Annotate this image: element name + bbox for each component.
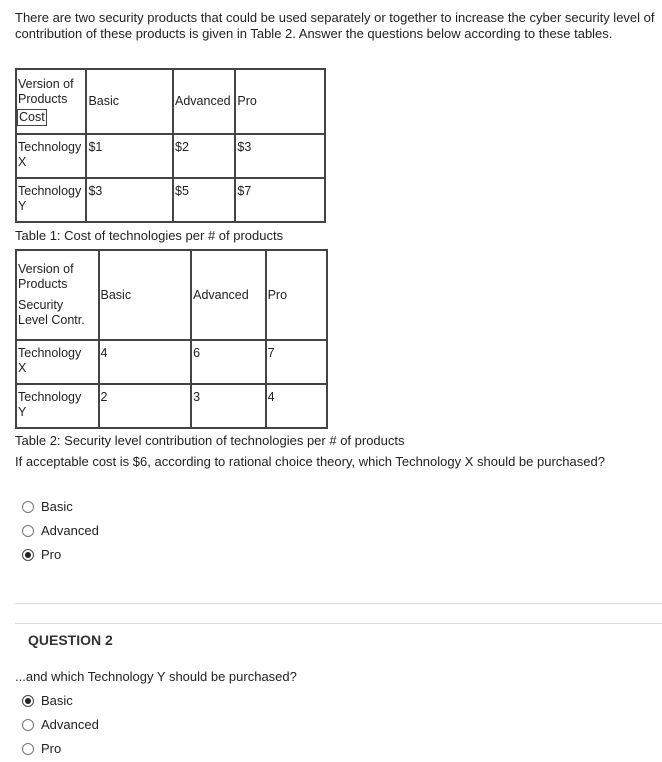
q1-option-pro[interactable] — [22, 547, 61, 562]
row-label — [16, 340, 99, 384]
header-advanced: Advanced — [173, 69, 235, 134]
q2-option-basic[interactable] — [22, 693, 73, 708]
corner-cost-cell — [17, 109, 47, 126]
option-label: Advanced — [41, 523, 99, 538]
q2-option-advanced[interactable] — [22, 717, 99, 732]
question1-text: If acceptable cost is $6, according to rational choice theory, which Technology X should be purchased? — [15, 454, 605, 469]
security-table — [15, 249, 328, 429]
intro-text — [15, 10, 662, 42]
header-basic: Basic — [99, 250, 192, 340]
option-label: Pro — [41, 547, 62, 562]
cell-advanced: 3 — [191, 384, 265, 428]
q2-option-pro[interactable] — [22, 741, 61, 756]
security-table-corner-cell — [16, 250, 99, 340]
q1-option-basic[interactable] — [22, 499, 73, 514]
question2-heading: QUESTION 2 — [28, 632, 113, 648]
row-label-line: X — [18, 155, 27, 169]
row-label — [16, 178, 86, 222]
radio-button[interactable] — [22, 743, 34, 755]
cell-basic: 2 — [99, 384, 192, 428]
row-label-line: Y — [18, 199, 27, 213]
header-advanced: Advanced — [191, 250, 265, 340]
row-label — [16, 384, 99, 428]
option-label: Basic — [41, 693, 73, 708]
cell-pro: 7 — [266, 340, 327, 384]
header-pro: Pro — [266, 250, 327, 340]
header-basic: Basic — [86, 69, 173, 134]
table-row — [16, 178, 325, 222]
table1-caption: Table 1: Cost of technologies per # of products — [15, 228, 284, 243]
row-label-line: Technology — [18, 346, 82, 360]
corner-line: Products — [18, 92, 68, 106]
option-label: Basic — [41, 499, 73, 514]
radio-button-selected[interactable] — [22, 695, 34, 707]
corner-line: Level Contr. — [18, 313, 85, 327]
cell-basic: 4 — [99, 340, 192, 384]
header-pro: Pro — [235, 69, 325, 134]
table-row — [16, 340, 327, 384]
radio-button[interactable] — [22, 719, 34, 731]
cell-advanced: $5 — [173, 178, 235, 222]
corner-line: Version of — [18, 262, 74, 276]
cell-basic: $1 — [86, 134, 173, 178]
corner-line: Products — [18, 277, 68, 291]
corner-line: Cost — [19, 110, 45, 124]
cell-advanced: $2 — [173, 134, 235, 178]
intro-line-1: There are two security products that could be used separately or together to increase the cyber security level of — [15, 10, 655, 25]
cost-table-corner-cell — [16, 69, 86, 134]
cell-pro: $7 — [235, 178, 325, 222]
row-label-line: Technology — [18, 184, 82, 198]
corner-line: Version of — [18, 77, 74, 91]
row-label-line: Y — [18, 405, 27, 419]
corner-line: Security — [18, 298, 64, 312]
cell-advanced: 6 — [191, 340, 265, 384]
divider — [15, 623, 662, 624]
intro-line-2: contribution of these products is given in Table 2. Answer the questions below according to these tables. — [15, 26, 613, 41]
row-label-line: Technology — [18, 390, 82, 404]
radio-button-selected[interactable] — [22, 549, 34, 561]
cell-pro: $3 — [235, 134, 325, 178]
option-label: Advanced — [41, 717, 99, 732]
table2-caption: Table 2: Security level contribution of technologies per # of products — [15, 433, 405, 448]
cell-basic: $3 — [86, 178, 173, 222]
table-row — [16, 134, 325, 178]
cost-table — [15, 68, 326, 223]
row-label-line: X — [18, 361, 27, 375]
radio-button[interactable] — [22, 501, 34, 513]
divider — [15, 603, 662, 604]
table-row — [16, 384, 327, 428]
radio-button[interactable] — [22, 525, 34, 537]
cost-table-header-row — [16, 69, 325, 134]
security-table-header-row — [16, 250, 327, 340]
question2-text: ...and which Technology Y should be purchased? — [15, 669, 297, 684]
row-label — [16, 134, 86, 178]
cell-pro: 4 — [266, 384, 327, 428]
row-label-line: Technology — [18, 140, 82, 154]
q1-option-advanced[interactable] — [22, 523, 99, 538]
option-label: Pro — [41, 741, 62, 756]
